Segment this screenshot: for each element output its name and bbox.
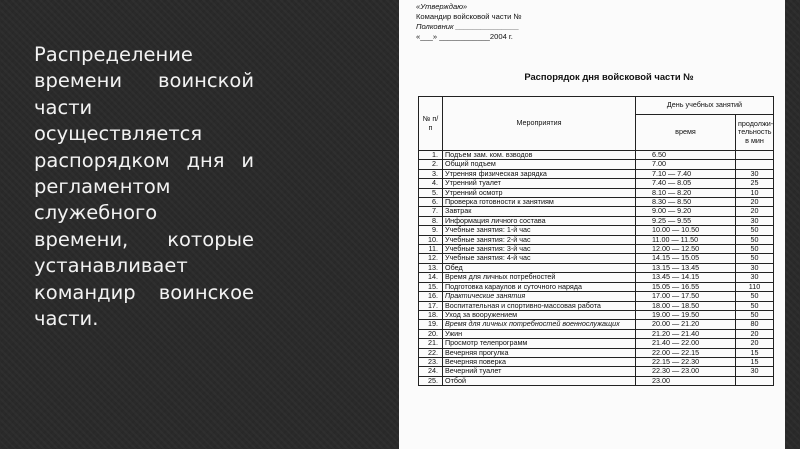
table-row xyxy=(419,254,774,263)
row-number: 21. xyxy=(419,339,443,348)
row-duration: 20 xyxy=(736,339,774,348)
row-duration: 50 xyxy=(736,310,774,319)
row-duration: 15 xyxy=(736,348,774,357)
row-number: 5. xyxy=(419,188,443,197)
table-row xyxy=(419,320,774,329)
row-activity: Время для личных потребностей xyxy=(443,273,636,282)
row-duration: 50 xyxy=(736,301,774,310)
schedule-body xyxy=(419,151,774,386)
row-duration: 50 xyxy=(736,235,774,244)
row-number: 18. xyxy=(419,310,443,319)
header-duration: продолжи-тельность в мин xyxy=(736,115,774,151)
row-duration: 110 xyxy=(736,282,774,291)
row-duration xyxy=(736,376,774,385)
row-activity: Учебные занятия: 4-й час xyxy=(443,254,636,263)
row-number: 1. xyxy=(419,151,443,160)
row-activity: Практические занятия xyxy=(443,292,636,301)
row-duration: 10 xyxy=(736,188,774,197)
row-activity: Учебные занятия: 3-й час xyxy=(443,245,636,254)
header-activity: Мероприятия xyxy=(443,97,636,151)
row-activity: Утренняя физическая зарядка xyxy=(443,169,636,178)
row-duration: 15 xyxy=(736,357,774,366)
table-row xyxy=(419,179,774,188)
row-number: 6. xyxy=(419,198,443,207)
table-row xyxy=(419,376,774,385)
row-time: 22.30 — 23.00 xyxy=(636,367,736,376)
row-duration: 30 xyxy=(736,263,774,272)
table-row xyxy=(419,339,774,348)
row-number: 24. xyxy=(419,367,443,376)
row-number: 16. xyxy=(419,292,443,301)
row-time: 19.00 — 19.50 xyxy=(636,310,736,319)
row-number: 25. xyxy=(419,376,443,385)
row-activity: Отбой xyxy=(443,376,636,385)
row-number: 10. xyxy=(419,235,443,244)
table-row xyxy=(419,198,774,207)
table-row xyxy=(419,226,774,235)
row-number: 17. xyxy=(419,301,443,310)
row-duration: 25 xyxy=(736,179,774,188)
row-activity: Подъем зам. ком. взводов xyxy=(443,151,636,160)
row-activity: Подготовка караулов и суточного наряда xyxy=(443,282,636,291)
table-row xyxy=(419,301,774,310)
row-activity: Воспитательная и спортивно-массовая работа xyxy=(443,301,636,310)
row-time: 22.00 — 22.15 xyxy=(636,348,736,357)
row-duration xyxy=(736,151,774,160)
row-number: 13. xyxy=(419,263,443,272)
row-duration xyxy=(736,160,774,169)
row-time: 7.40 — 8.05 xyxy=(636,179,736,188)
schedule-table xyxy=(418,96,774,386)
row-number: 3. xyxy=(419,169,443,178)
row-time: 8.30 — 8.50 xyxy=(636,198,736,207)
row-activity: Уход за вооружением xyxy=(443,310,636,319)
row-activity: Просмотр телепрограмм xyxy=(443,339,636,348)
row-number: 4. xyxy=(419,179,443,188)
row-number: 22. xyxy=(419,348,443,357)
row-time: 21.20 — 21.40 xyxy=(636,329,736,338)
row-number: 20. xyxy=(419,329,443,338)
row-activity: Обед xyxy=(443,263,636,272)
row-number: 23. xyxy=(419,357,443,366)
document-title: Распорядок дня войсковой части № xyxy=(524,71,694,82)
table-row xyxy=(419,160,774,169)
row-time: 21.40 — 22.00 xyxy=(636,339,736,348)
header-time: время xyxy=(636,115,736,151)
row-number: 7. xyxy=(419,207,443,216)
row-number: 15. xyxy=(419,282,443,291)
row-number: 19. xyxy=(419,320,443,329)
row-activity: Вечерняя поверка xyxy=(443,357,636,366)
row-activity: Ужин xyxy=(443,329,636,338)
row-duration: 20 xyxy=(736,329,774,338)
row-time: 20.00 — 21.20 xyxy=(636,320,736,329)
table-row xyxy=(419,367,774,376)
row-time: 13.15 — 13.45 xyxy=(636,263,736,272)
row-duration: 50 xyxy=(736,245,774,254)
row-time: 6.50 xyxy=(636,151,736,160)
row-time: 12.00 — 12.50 xyxy=(636,245,736,254)
schedule-document xyxy=(399,0,785,449)
row-time: 13.45 — 14.15 xyxy=(636,273,736,282)
row-number: 8. xyxy=(419,216,443,225)
row-number: 11. xyxy=(419,245,443,254)
row-activity: Проверка готовности к занятиям xyxy=(443,198,636,207)
header-group: День учебных занятий xyxy=(636,97,774,115)
row-time: 15.05 — 16.55 xyxy=(636,282,736,291)
row-time: 7.10 — 7.40 xyxy=(636,169,736,178)
row-duration: 20 xyxy=(736,198,774,207)
row-activity: Утренний туалет xyxy=(443,179,636,188)
row-activity: Общий подъем xyxy=(443,160,636,169)
approval-line: Командир войсковой части № xyxy=(416,12,522,21)
approval-line: «___» ____________2004 г. xyxy=(416,32,513,41)
row-activity: Учебные занятия: 1-й час xyxy=(443,226,636,235)
table-row xyxy=(419,273,774,282)
row-time: 8.10 — 8.20 xyxy=(636,188,736,197)
row-activity: Время для личных потребностей военнослужащих xyxy=(443,320,636,329)
approval-line: Полковник _______________ xyxy=(416,22,520,31)
row-duration: 80 xyxy=(736,320,774,329)
row-time: 9.00 — 9.20 xyxy=(636,207,736,216)
row-time: 18.00 — 18.50 xyxy=(636,301,736,310)
slide-text: Распределение времени воинской части осуществляется распорядком дня и регламентом служебного времени, которые устанавливает командир воинское части. xyxy=(34,43,254,331)
row-number: 14. xyxy=(419,273,443,282)
row-time: 22.15 — 22.30 xyxy=(636,357,736,366)
table-row xyxy=(419,207,774,216)
row-duration: 50 xyxy=(736,226,774,235)
approval-block xyxy=(416,2,522,42)
row-number: 12. xyxy=(419,254,443,263)
row-duration: 30 xyxy=(736,273,774,282)
row-duration: 50 xyxy=(736,292,774,301)
row-duration: 20 xyxy=(736,207,774,216)
row-duration: 50 xyxy=(736,254,774,263)
approval-line: «Утверждаю» xyxy=(416,2,468,11)
row-activity: Утренний осмотр xyxy=(443,188,636,197)
row-activity: Информация личного состава xyxy=(443,216,636,225)
row-activity: Вечерний туалет xyxy=(443,367,636,376)
row-activity: Учебные занятия: 2-й час xyxy=(443,235,636,244)
header-number: № п/п xyxy=(419,97,443,151)
row-activity: Вечерняя прогулка xyxy=(443,348,636,357)
row-duration: 30 xyxy=(736,169,774,178)
row-time: 23.00 xyxy=(636,376,736,385)
row-activity: Завтрак xyxy=(443,207,636,216)
row-number: 2. xyxy=(419,160,443,169)
row-time: 14.15 — 15.05 xyxy=(636,254,736,263)
row-time: 10.00 — 10.50 xyxy=(636,226,736,235)
row-number: 9. xyxy=(419,226,443,235)
row-time: 7.00 xyxy=(636,160,736,169)
row-duration: 30 xyxy=(736,367,774,376)
row-time: 17.00 — 17.50 xyxy=(636,292,736,301)
table-row xyxy=(419,292,774,301)
row-time: 9.25 — 9.55 xyxy=(636,216,736,225)
row-time: 11.00 — 11.50 xyxy=(636,235,736,244)
row-duration: 30 xyxy=(736,216,774,225)
